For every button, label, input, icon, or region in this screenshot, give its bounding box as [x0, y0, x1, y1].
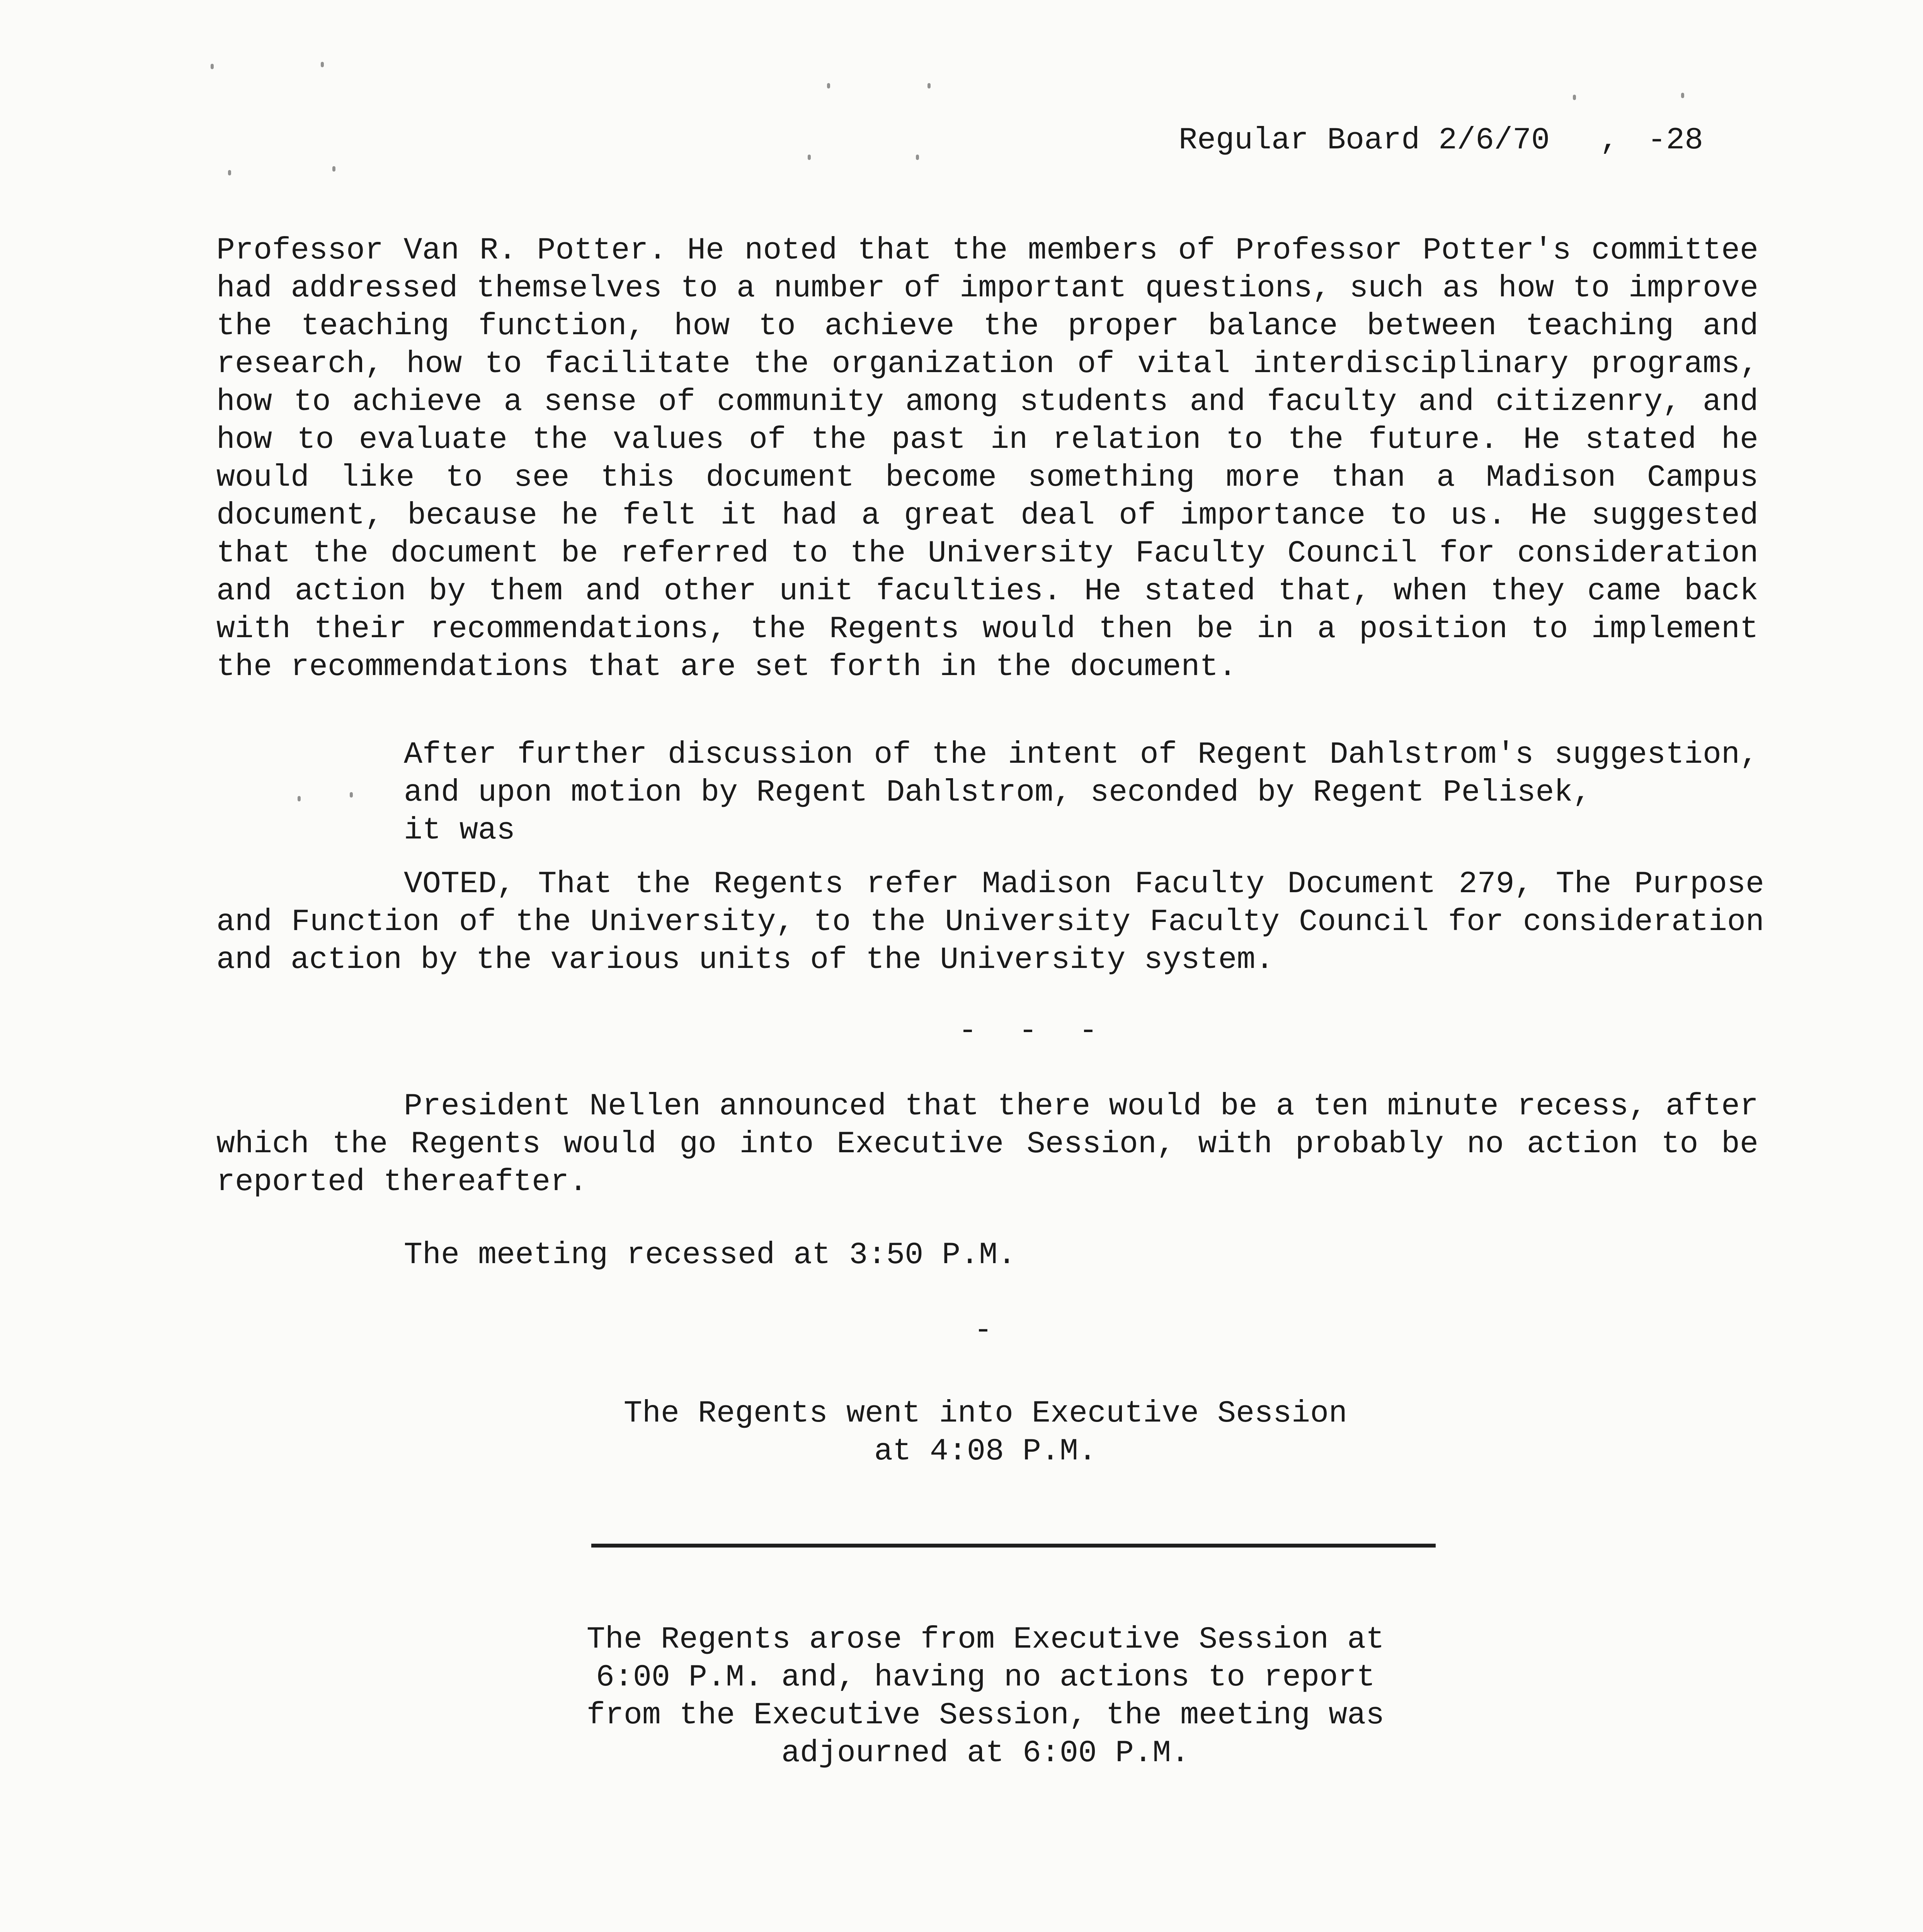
scan-speck — [927, 83, 931, 88]
scan-speck — [808, 155, 811, 160]
header-separator: , — [1600, 123, 1619, 158]
executive-session-arose — [529, 1621, 1441, 1772]
scan-speck — [1681, 93, 1684, 98]
scan-speck — [332, 166, 335, 172]
scan-speck — [298, 796, 301, 801]
paragraph-voted: VOTED, That the Regents refer Madison Faculty Document 279, The Purpose and Function of the University, to the University Faculty Council for consideration and action by the various units of the University system. — [216, 867, 1764, 978]
executive-session-arose-line2: 6:00 P.M. and, having no actions to report — [596, 1660, 1375, 1695]
executive-session-arose-line4: adjourned at 6:00 P.M. — [781, 1736, 1190, 1771]
header-title: Regular Board 2/6/70 — [1179, 123, 1550, 158]
scan-speck — [1573, 95, 1576, 100]
meeting-recessed-line: The meeting recessed at 3:50 P.M. — [404, 1238, 1016, 1273]
executive-session-arose-line3: from the Executive Session, the meeting was — [586, 1698, 1385, 1733]
paragraph-potter-committee: Professor Van R. Potter. He noted that the members of Professor Potter's committee had addressed themselves to a number of important questions, such as how to improve the teaching function, how to achieve the proper balance between teaching and research, how to facilitate the organization of vital interdisciplinary programs, how to achieve a sense of community among students and faculty and citizenry, and how to evaluate the values of the past in relation to the future. He stated he would like to see this document become something more than a Madison Campus document, because he felt it had a great deal of importance to us. He suggested that the document be referred to the University Faculty Council for consideration and action by them and other unit faculties. He stated that, when they came back with their recommendations, the Regents would then be in a position to implement the recommendations that are set forth in the document. — [216, 233, 1758, 685]
motion-text: After further discussion of the intent of Regent Dahlstrom's suggestion, and upon motion by Regent Dahlstrom, seconded by Regent Pelisek, — [404, 737, 1758, 810]
executive-session-entered-line1: The Regents went into Executive Session — [623, 1396, 1348, 1431]
single-dash-separator: - — [974, 1313, 993, 1348]
horizontal-rule — [591, 1544, 1436, 1548]
executive-session-arose-line1: The Regents arose from Executive Session at — [586, 1622, 1385, 1657]
scan-speck — [350, 792, 353, 798]
page-header — [1179, 122, 1703, 160]
executive-session-entered — [541, 1395, 1430, 1471]
header-page-ref: -28 — [1647, 123, 1703, 158]
scan-speck — [827, 83, 830, 88]
motion-end: it was — [404, 813, 516, 848]
scan-speck — [321, 62, 324, 67]
scan-speck — [228, 170, 231, 175]
scan-speck — [211, 64, 214, 69]
paragraph-motion — [404, 736, 1758, 850]
section-separator: - - - — [958, 1014, 1110, 1049]
executive-session-entered-line2: at 4:08 P.M. — [874, 1434, 1097, 1469]
paragraph-recess: President Nellen announced that there would be a ten minute recess, after which the Regents would go into Executive Session, with probably no action to be reported thereafter. — [216, 1089, 1758, 1200]
scan-speck — [916, 155, 919, 160]
